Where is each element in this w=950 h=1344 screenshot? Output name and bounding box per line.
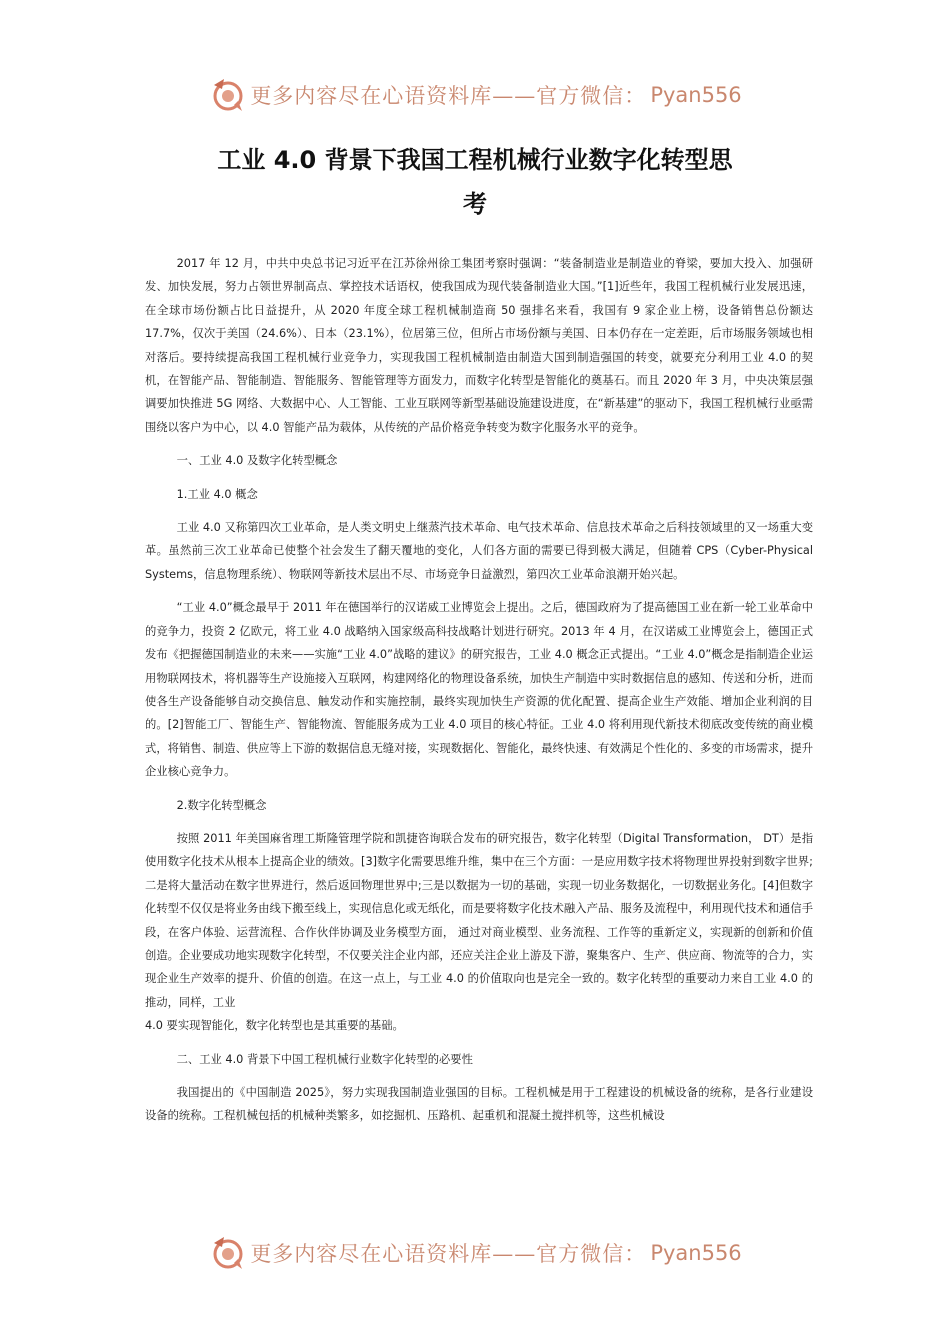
brand-logo-icon [208,75,248,115]
brand-logo-icon [208,1233,248,1273]
document-title-continued: 考 [463,190,487,218]
body-paragraph: 按照 2011 年美国麻省理工斯隆管理学院和凯捷咨询联合发布的研究报告，数字化转型（Digital Transformation， DT）是指使用数字化技术从根本上提高企业的绩效。[3]数字化需要思维升维，集中在三个方面：一是应用数字技术将物理世界投射到数字世界;二是将大量活动在数字世界进行，然后返回物理世界中;三是以数据为一切的基础，实现一切业务数据化，一切数据业务化。[4]但数字化转型不仅仅是将业务由线下搬至线上，实现信息化或无纸化，而是要将数字化技术融入产品、服务及流程中，利用现代技术和通信手段，在客户体验、运营流程、合作伙伴协调及业务模型方面， 通过对商业模型、业务流程、工作等的重新定义，实现新的创新和价值创造。企业要成功地实现数字化转型，不仅要关注企业内部，还应关注企业上游及下游，聚集客户、生产、供应商、物流等的合力，实现企业生产效率的提升、价值的创造。在这一点上，与工业 4.0 的价值取向也是完全一致的。数字化转型的重要动力来自工业 4.0 的推动，同样，工业 [145,831,813,1009]
section-heading-2: 二、工业 4.0 背景下中国工程机械行业数字化转型的必要性 [176,1052,473,1066]
banner-text: 更多内容尽在心语资料库——官方微信： [250,84,647,108]
body-paragraph: 工业 4.0 又称第四次工业革命，是人类文明史上继蒸汽技术革命、电气技术革命、信息技术革命之后科技领域里的又一场重大变革。虽然前三次工业革命已使整个社会发生了翻天覆地的变化，人们各方面的需要已得到极大满足，但随着 CPS（Cyber-Physical Systems，信息物理系统）、物联网等新技术层出不尽、市场竞争日益激烈，第四次工业革命浪潮开始兴起。 [145,521,813,581]
body-paragraph: 我国提出的《中国制造 2025》，努力实现我国制造业强国的目标。工程机械是用于工程建设的机械设备的统称，是各行业建设设备的统称。工程机械包括的机械种类繁多，如挖掘机、压路机、起重机和混凝土搅拌机等，这些机械设 [145,1086,813,1123]
section-heading-1: 一、工业 4.0 及数字化转型概念 [176,454,338,468]
banner-text: 更多内容尽在心语资料库——官方微信： [250,1242,647,1266]
subsection-heading-1-1: 1.工业 4.0 概念 [176,487,258,501]
subsection-heading-1-2: 2.数字化转型概念 [176,798,267,812]
body-paragraph: “工业 4.0”概念最早于 2011 年在德国举行的汉诺威工业博览会上提出。之后，德国政府为了提高德国工业在新一轮工业革命中的竞争力，投资 2 亿欧元，将工业 4.0 战略纳入国家级高科技战略计划进行研究。2013 年 4 月，在汉诺威工业博览会上，德国正式发布《把握德国制造业的未来——实施“工业 4.0”战略的建议》的研究报告，工业 4.0 概念正式提出。“工业 4.0”概念是指制造企业运用物联网技术，将机器等生产设施接入互联网，构建网络化的物理设备系统，加快生产制造中实时数据信息的感知、传送和分析，进而使各生产设备能够自动交换信息、触发动作和实施控制，最终实现加快生产资源的优化配置、提高企业生产效能、增加企业利润的目的。[2]智能工厂、智能生产、智能物流、智能服务成为工业 4.0 项目的核心特征。工业 4.0 将利用现代新技术彻底改变传统的商业模式，将销售、制造、供应等上下游的数据信息无缝对接，实现数据化、智能化，最终快速、有效满足个性化的、多变的市场需求，提升企业核心竞争力。 [145,601,813,779]
body-paragraph-continuation: 4.0 要实现智能化，数字化转型也是其重要的基础。 [145,1019,404,1033]
intro-paragraph: 2017 年 12 月，中共中央总书记习近平在江苏徐州徐工集团考察时强调：“装备制造业是制造业的脊梁，要加大投入、加强研发、加快发展，努力占领世界制高点、掌控技术话语权，使我国成为现代装备制造业大国。”[1]近些年，我国工程机械行业发展迅速，在全球市场份额占比日益提升，从 2020 年度全球工程机械制造商 50 强排名来看，我国有 9 家企业上榜，设备销售总份额达 17.7%，仅次于美国（24.6%）、日本（23.1%），位居第三位，但所占市场份额与美国、日本仍存在一定差距，后市场服务领域也相对落后。要持续提高我国工程机械行业竞争力，实现我国工程机械制造由制造大国到制造强国的转变，就要充分利用工业 4.0 的契机，在智能产品、智能制造、智能服务、智能管理等方面发力，而数字化转型是智能化的奠基石。而且 2020 年 3 月，中央决策层强调要加快推进 5G 网络、大数据中心、人工智能、工业互联网等新型基础设施建设进度，在“新基建”的驱动下，我国工程机械行业亟需围绕以客户为中心，以 4.0 智能产品为载体，从传统的产品价格竞争转变为数字化服务水平的竞争。 [145,257,813,434]
document-body [145,252,813,1128]
banner-wechat-id: Pyan556 [650,83,742,107]
document-title: 工业 4.0 背景下我国工程机械行业数字化转型思 [217,146,733,174]
footer-banner [0,1230,950,1276]
header-banner [0,72,950,118]
banner-wechat-id: Pyan556 [650,1241,742,1265]
